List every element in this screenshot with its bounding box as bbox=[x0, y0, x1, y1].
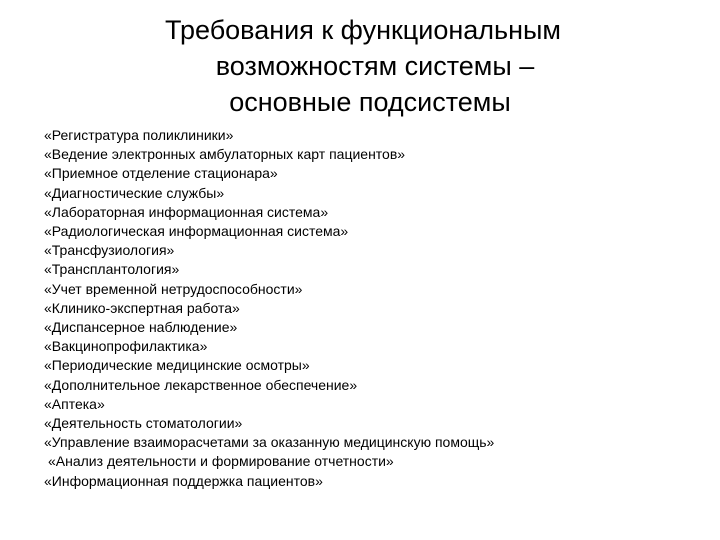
subsystem-item: «Регистратура поликлиники» bbox=[44, 127, 234, 143]
slide-title-line: основные подсистемы bbox=[229, 87, 511, 117]
subsystem-item: «Диагностические службы» bbox=[44, 184, 225, 201]
subsystem-item: «Вакцинопрофилактика» bbox=[44, 338, 208, 355]
subsystem-list bbox=[44, 126, 494, 491]
slide-title bbox=[0, 12, 720, 120]
subsystem-item: «Деятельность стоматологии» bbox=[44, 415, 243, 432]
slide-title-line: возможностям системы – bbox=[215, 51, 535, 81]
subsystem-item: «Трансфузиология» bbox=[44, 242, 175, 259]
subsystem-item: «Радиологическая информационная система» bbox=[44, 223, 349, 240]
subsystem-item: «Учет временной нетрудоспособности» bbox=[44, 280, 303, 297]
subsystem-item: «Клинико-экспертная работа» bbox=[44, 299, 240, 316]
subsystem-item: «Ведение электронных амбулаторных карт пациентов» bbox=[44, 146, 406, 163]
subsystem-item: «Периодические медицинские осмотры» bbox=[44, 357, 310, 374]
subsystem-item: «Приемное отделение стационара» bbox=[44, 165, 278, 182]
subsystem-item: «Трансплантология» bbox=[44, 261, 180, 278]
subsystem-item: «Лабораторная информационная система» bbox=[44, 203, 329, 220]
subsystem-item: «Аптека» bbox=[44, 395, 105, 412]
subsystem-item: «Дополнительное лекарственное обеспечение» bbox=[44, 376, 358, 393]
subsystem-item: «Анализ деятельности и формирование отчетности» bbox=[48, 453, 394, 470]
slide-title-line: Требования к функциональным bbox=[165, 15, 561, 45]
subsystem-item: «Информационная поддержка пациентов» bbox=[44, 472, 323, 489]
subsystem-item: «Управление взаиморасчетами за оказанную медицинскую помощь» bbox=[44, 434, 495, 451]
subsystem-item: «Диспансерное наблюдение» bbox=[44, 319, 238, 336]
